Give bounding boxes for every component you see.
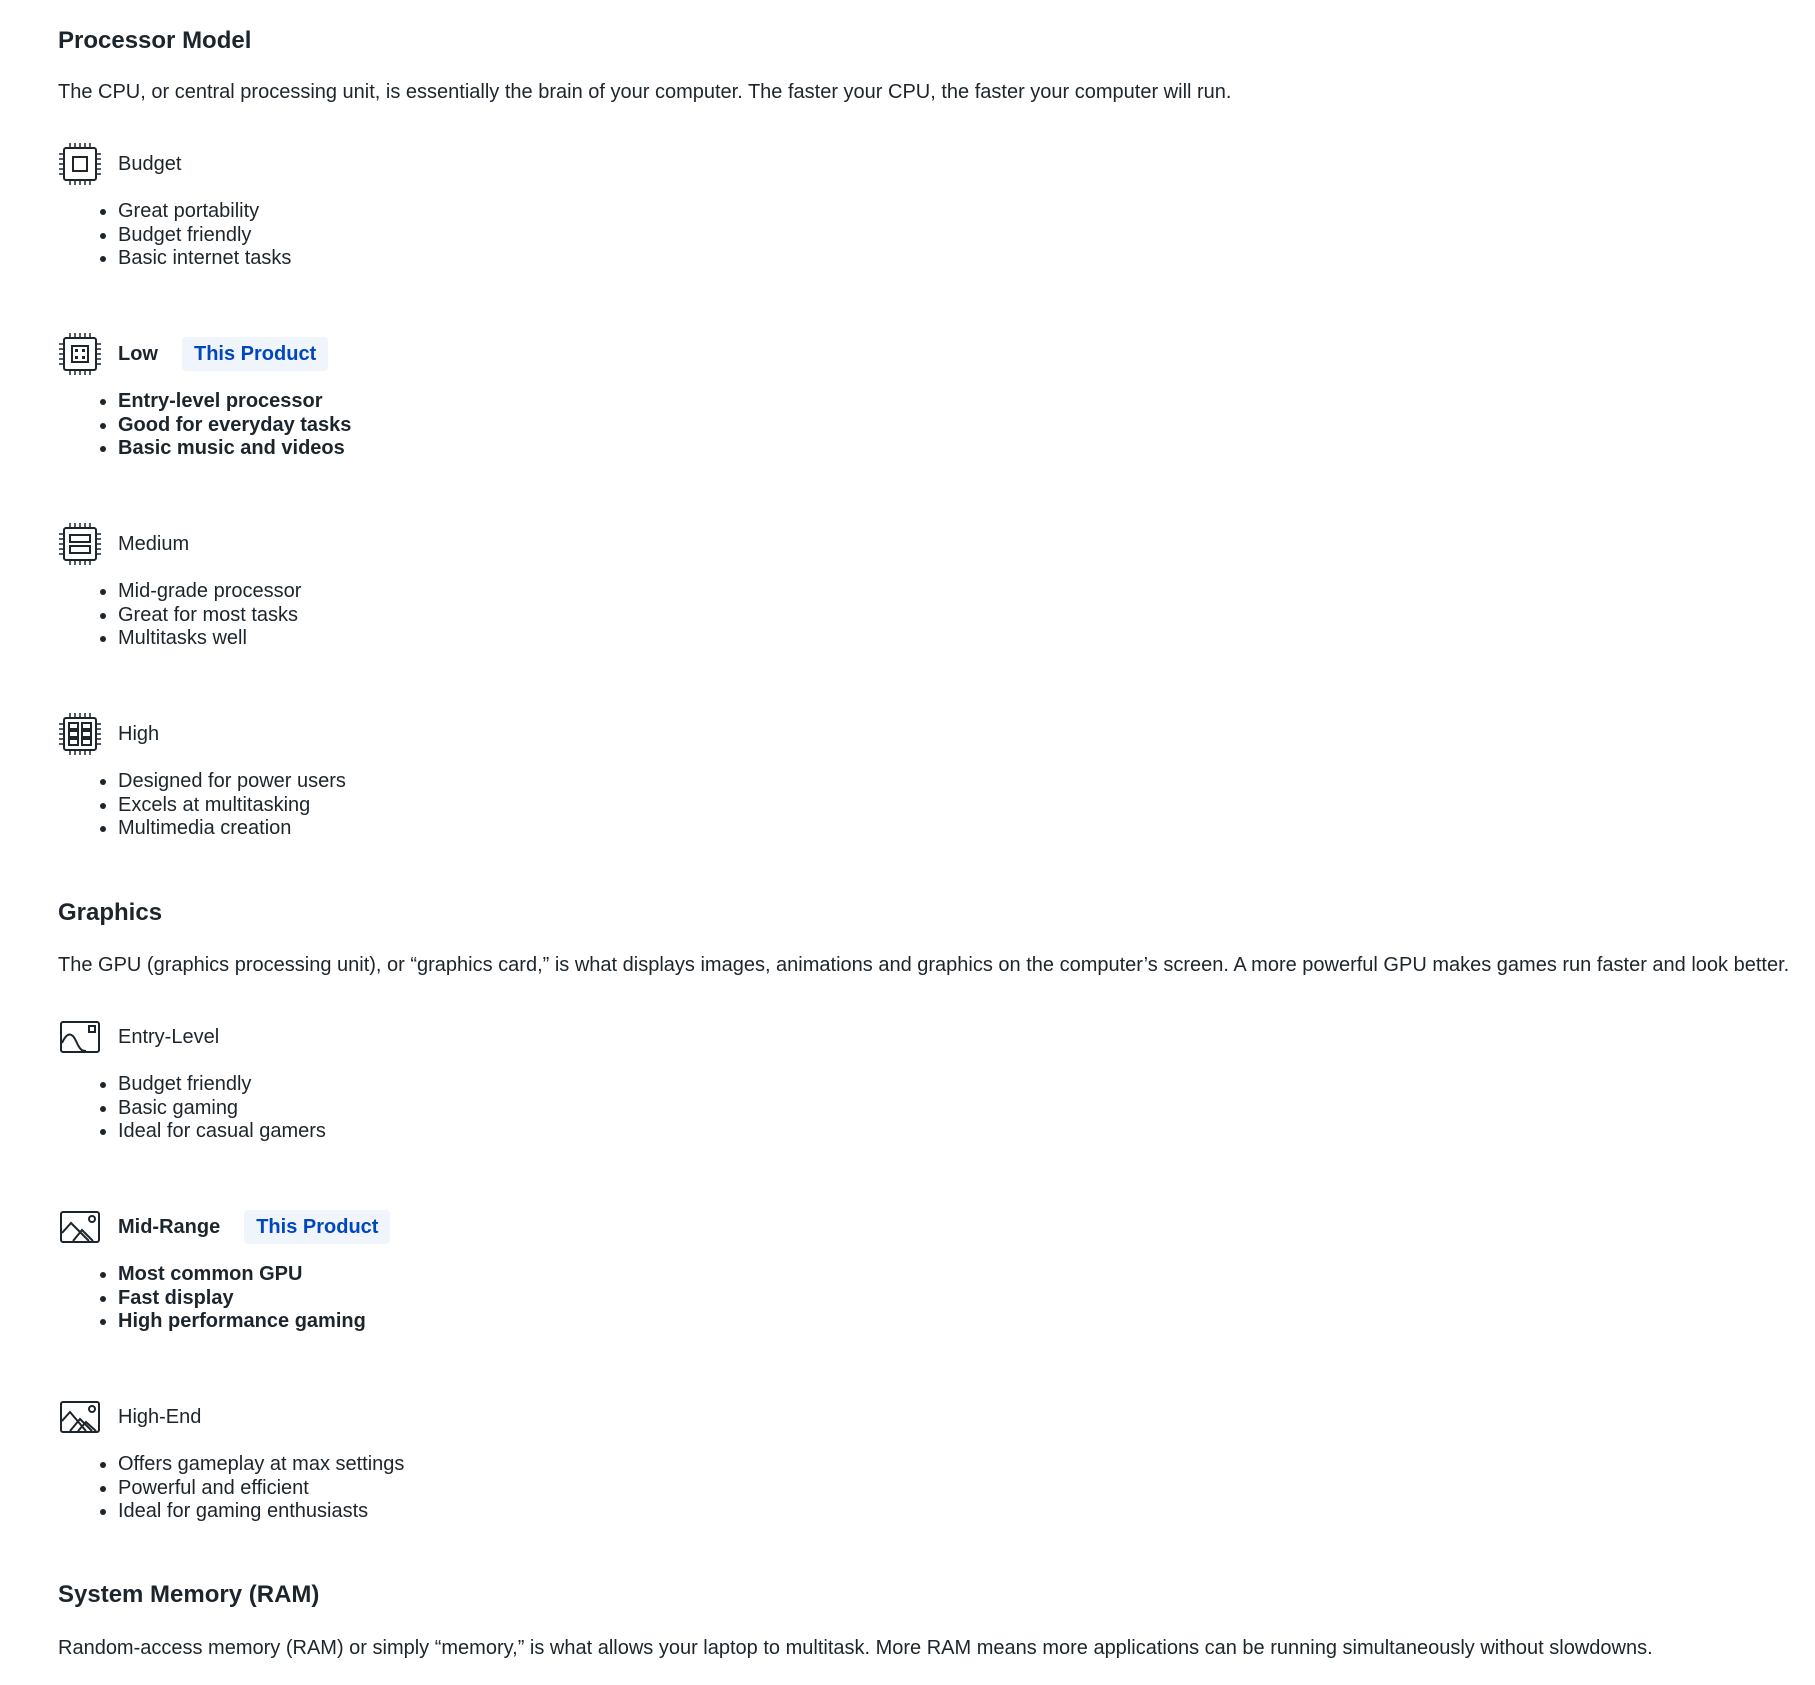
gpu-tier-entry-level-label: Entry-Level — [118, 1026, 220, 1048]
feature-item: • Budget friendly — [118, 1073, 326, 1097]
feature-item: • Most common GPU — [118, 1263, 390, 1287]
feature-item: • Great portability — [118, 200, 291, 224]
feature-item: • Basic music and videos — [118, 437, 351, 461]
gpu-tier-high-end-label: High-End — [118, 1406, 202, 1428]
cpu-tier-medium-label: Medium — [118, 533, 190, 555]
gpu-mid-icon — [58, 1205, 102, 1249]
feature-item: • Basic internet tasks — [118, 247, 291, 271]
cpu-tier-low — [58, 330, 351, 461]
this-product-badge: This Product — [182, 337, 328, 371]
gpu-tier-entry-level-features — [58, 1073, 326, 1144]
feature-item: • Excels at multitasking — [118, 794, 346, 818]
feature-item: • Ideal for casual gamers — [118, 1120, 326, 1144]
cpu-tier-budget-label: Budget — [118, 153, 182, 175]
feature-item: • Fast display — [118, 1287, 390, 1311]
feature-item: • Powerful and efficient — [118, 1477, 404, 1501]
cpu-tier-high-features — [58, 770, 346, 841]
gpu-tier-high-end — [58, 1393, 404, 1524]
cpu-budget-icon — [58, 142, 102, 186]
memory-section-title: System Memory (RAM) — [58, 1581, 320, 1608]
this-product-badge: This Product — [244, 1210, 390, 1244]
gpu-tier-mid-range — [58, 1203, 390, 1334]
gpu-high-icon — [58, 1395, 102, 1439]
cpu-high-icon — [58, 712, 102, 756]
processor-section-description: The CPU, or central processing unit, is essentially the brain of your computer. The faster your CPU, the faster your computer will run. — [58, 81, 1232, 103]
gpu-tier-entry-level — [58, 1013, 326, 1144]
feature-item: • Entry-level processor — [118, 390, 351, 414]
feature-item: • Basic gaming — [118, 1097, 326, 1121]
feature-item: • Good for everyday tasks — [118, 414, 351, 438]
cpu-tier-high — [58, 710, 346, 841]
gpu-tier-mid-range-label: Mid-Range — [118, 1216, 221, 1238]
cpu-low-icon — [58, 332, 102, 376]
feature-item: • Great for most tasks — [118, 604, 301, 628]
cpu-tier-budget — [58, 140, 291, 271]
processor-section-title: Processor Model — [58, 27, 252, 54]
cpu-medium-icon — [58, 522, 102, 566]
feature-item: • High performance gaming — [118, 1310, 390, 1334]
cpu-tier-low-label: Low — [118, 343, 158, 365]
feature-item: • Ideal for gaming enthusiasts — [118, 1500, 404, 1524]
feature-item: • Mid-grade processor — [118, 580, 301, 604]
cpu-tier-medium-features — [58, 580, 301, 651]
memory-section-description: Random-access memory (RAM) or simply “memory,” is what allows your laptop to multitask. More RAM means more applications can be running simultaneously without slowdowns. — [58, 1637, 1653, 1659]
cpu-tier-high-label: High — [118, 723, 160, 745]
graphics-section-title: Graphics — [58, 899, 163, 926]
feature-item: • Offers gameplay at max settings — [118, 1453, 404, 1477]
feature-item: • Multitasks well — [118, 627, 301, 651]
cpu-tier-low-features — [58, 390, 351, 461]
feature-item: • Designed for power users — [118, 770, 346, 794]
graphics-section-description: The GPU (graphics processing unit), or “graphics card,” is what displays images, animations and graphics on the computer’s screen. A more powerful GPU makes games run faster and look better. — [58, 954, 1790, 976]
gpu-entry-icon — [58, 1015, 102, 1059]
feature-item: • Multimedia creation — [118, 817, 346, 841]
cpu-tier-budget-features — [58, 200, 291, 271]
feature-item: • Budget friendly — [118, 224, 291, 248]
gpu-tier-mid-range-features — [58, 1263, 390, 1334]
cpu-tier-medium — [58, 520, 301, 651]
gpu-tier-high-end-features — [58, 1453, 404, 1524]
